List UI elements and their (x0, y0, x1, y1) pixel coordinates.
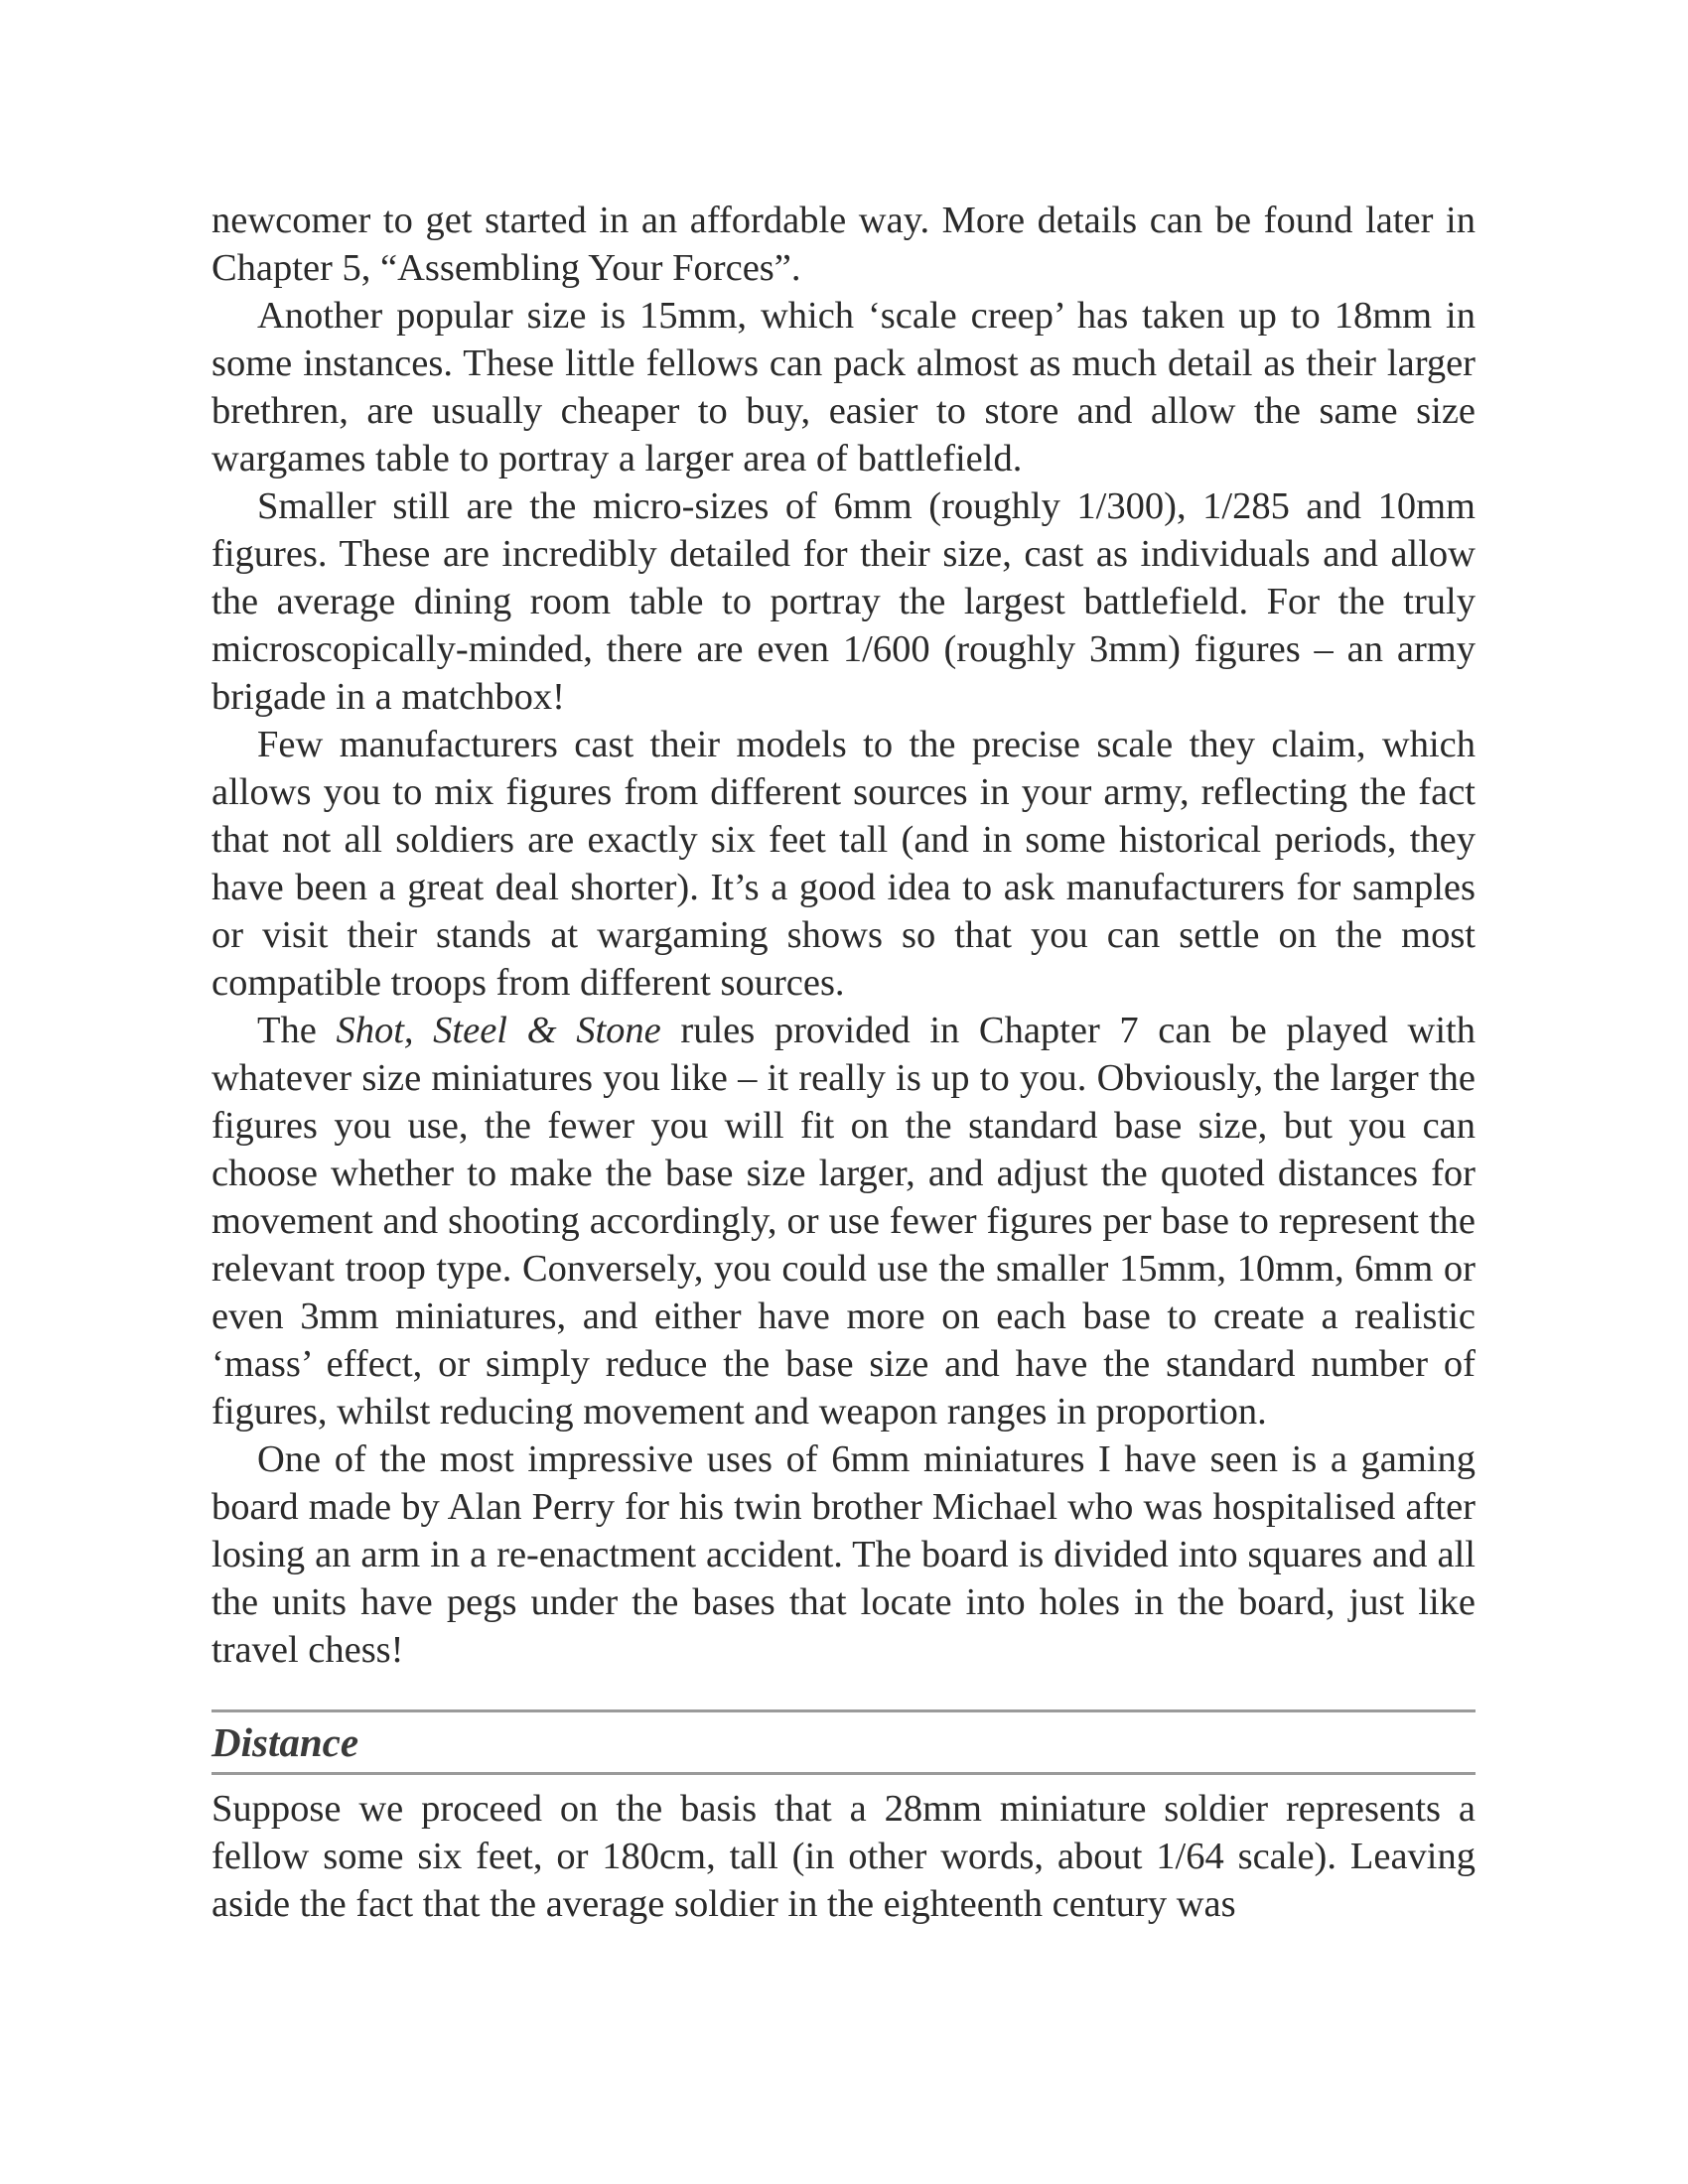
section-heading: Distance (211, 1719, 359, 1765)
rules-lead: The (257, 1010, 337, 1051)
paragraph-manufacturers: Few manufacturers cast their models to the precise scale they claim, which allows you to mix figures from different sources in your army, reflecting the fact that not all soldiers are exactly six feet tall (and in some historical periods, they have been a great deal shorter). It’s a good idea to ask manufacturers for samples or visit their stands at wargaming shows so that you can settle on the most compatible troops from different sources. (211, 724, 1476, 1004)
page-body (211, 197, 1476, 1928)
section-divider-bottom (211, 1772, 1476, 1775)
rules-rest: rules provided in Chapter 7 can be played with whatever size miniatures you like – it really is up to you. Obviously, the larger the figures you use, the fewer you will fit on the standard base size, but you can choose whether to make the base size larger, and adjust the quoted distances for movement and shooting accordingly, or use fewer figures per base to represent the relevant troop type. Conversely, you could use the smaller 15mm, 10mm, 6mm or even 3mm miniatures, and either have more on each base to create a realistic ‘mass’ effect, or simply reduce the base size and have the standard number of figures, whilst reducing movement and weapon ranges in proportion. (211, 1010, 1476, 1433)
paragraph-rules (211, 1007, 1476, 1435)
paragraph-perry: One of the most impressive uses of 6mm miniatures I have seen is a gaming board made by Alan Perry for his twin brother Michael who was hospitalised after losing an arm in a re-enactment accident. The board is divided into squares and all the units have pegs under the bases that locate into holes in the board, just like travel chess! (211, 1438, 1476, 1671)
paragraph-continuation: newcomer to get started in an affordable way. More details can be found later in Chapter 5, “Assembling Your Forces”. (211, 200, 1476, 289)
paragraph-micro-sizes: Smaller still are the micro-sizes of 6mm (roughly 1/300), 1/285 and 10mm figures. These are incredibly detailed for their size, cast as individuals and allow the average dining room table to portray the largest battlefield. For the truly microscopically-minded, there are even 1/600 (roughly 3mm) figures – an army brigade in a matchbox! (211, 485, 1476, 718)
rules-title: Shot, Steel & Stone (336, 1010, 661, 1051)
paragraph-distance: Suppose we proceed on the basis that a 28mm miniature soldier represents a fellow some six feet, or 180cm, tall (in other words, about 1/64 scale). Leaving aside the fact that the average soldier in the eighteenth century was (211, 1788, 1476, 1925)
paragraph-15mm: Another popular size is 15mm, which ‘scale creep’ has taken up to 18mm in some instances. These little fellows can pack almost as much detail as their larger brethren, are usually cheaper to buy, easier to store and allow the same size wargames table to portray a larger area of battlefield. (211, 295, 1476, 479)
